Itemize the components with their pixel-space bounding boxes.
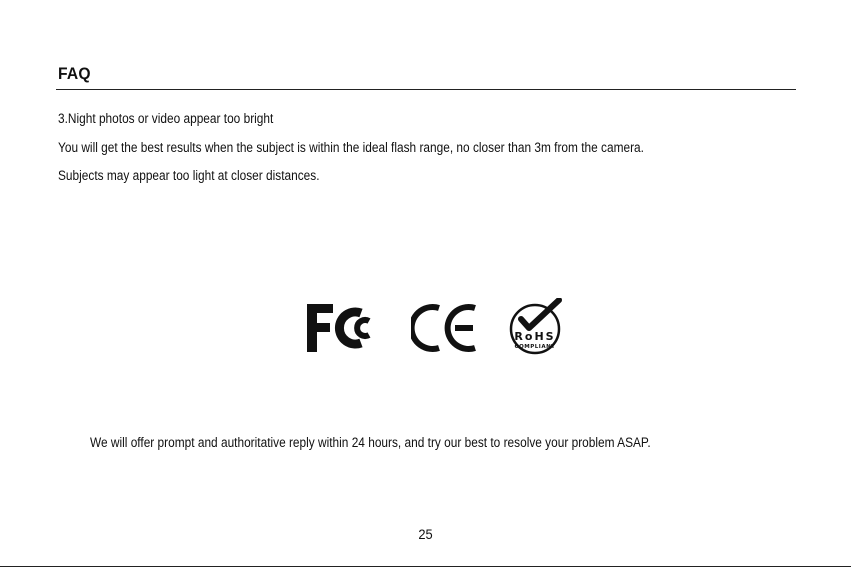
fcc-logo-icon: [305, 302, 377, 354]
support-reply-statement: We will offer prompt and authoritative reply within 24 hours, and try our best to resolve your problem ASAP.: [90, 435, 651, 450]
section-heading: FAQ: [58, 64, 91, 83]
faq-answer-line-1: You will get the best results when the subject is within the ideal flash range, no closer than 3m from the camera.: [58, 140, 644, 155]
rohs-compliant-icon: [507, 298, 569, 356]
footer-divider: [0, 566, 851, 567]
rohs-text: RoHS: [514, 330, 556, 343]
rohs-subtext: COMPLIANT: [514, 344, 556, 350]
ce-mark-icon: [411, 303, 479, 353]
faq-item-title: 3.Night photos or video appear too bright: [58, 111, 274, 126]
heading-divider: [56, 89, 796, 90]
faq-answer-line-2: Subjects may appear too light at closer distances.: [58, 168, 320, 183]
page-number: 25: [418, 526, 433, 542]
certification-logos: [305, 298, 570, 356]
